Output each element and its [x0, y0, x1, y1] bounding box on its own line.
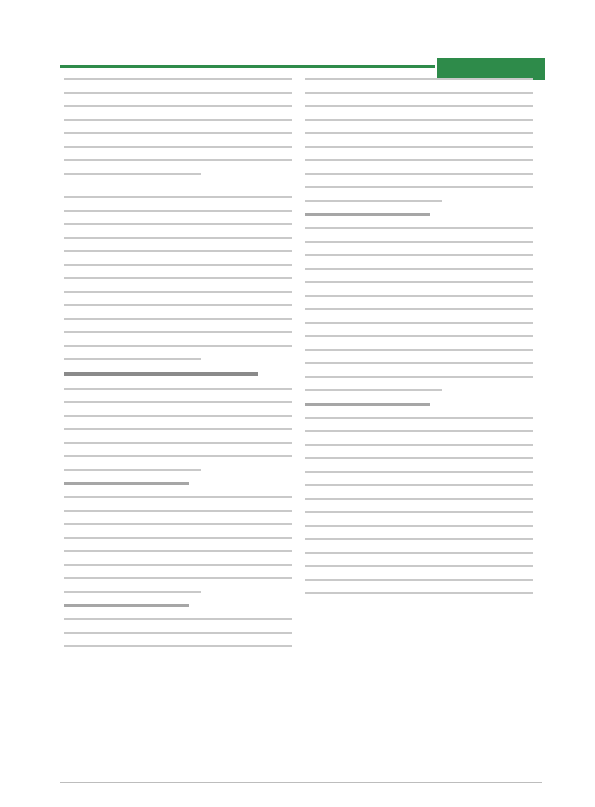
header-rule — [60, 65, 435, 68]
subsection-heading — [305, 403, 430, 406]
subsection-heading — [305, 213, 430, 216]
section-heading — [64, 372, 258, 376]
subsection-heading — [64, 604, 189, 607]
subsection-heading — [64, 482, 189, 485]
page-number — [508, 762, 542, 774]
page-header — [0, 22, 595, 64]
left-column-text-block — [64, 78, 292, 659]
section-tab — [437, 58, 545, 80]
right-column-text-block — [305, 78, 533, 606]
footer-rule — [60, 782, 542, 783]
